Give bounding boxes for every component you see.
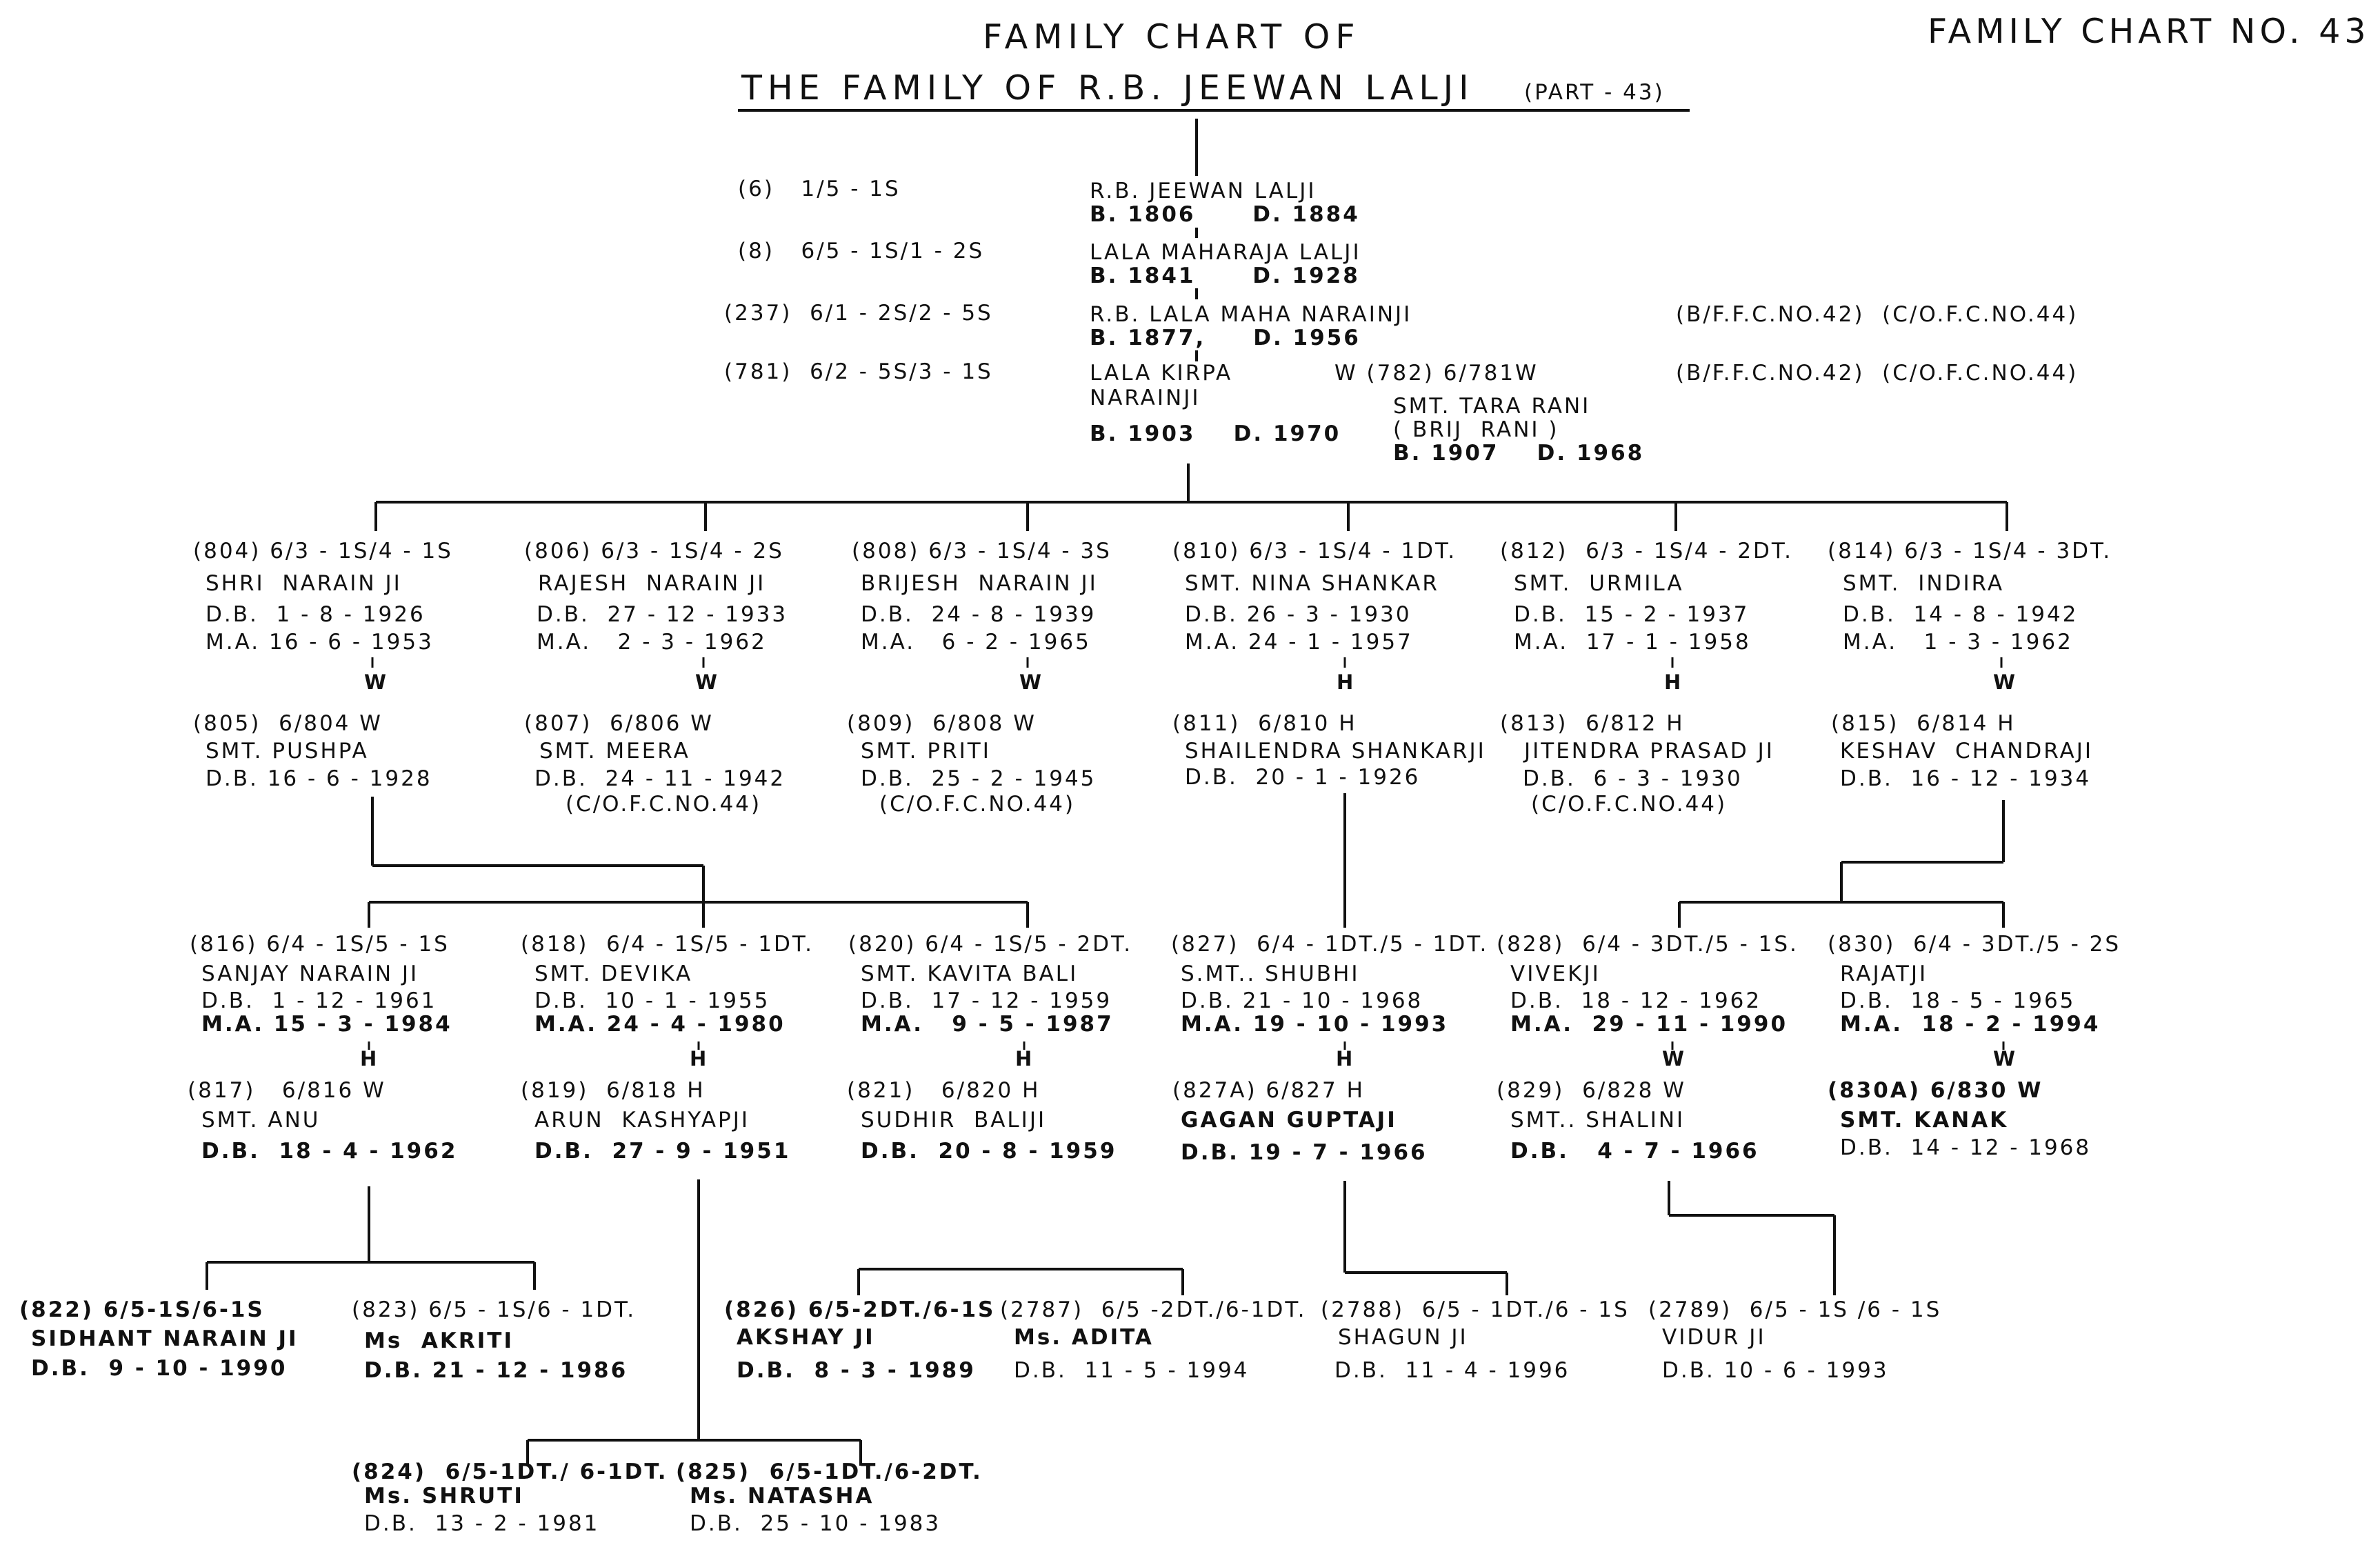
spouse-code: (815) 6/814 H (1831, 711, 2016, 736)
gen4-birth: D.B. 26 - 3 - 1930 (1185, 602, 1412, 627)
ancestor-dates: B. 1806 D. 1884 (1090, 202, 1360, 227)
spouse-birth: D.B. 24 - 11 - 1942 (534, 766, 786, 791)
chart-part-label: (PART - 43) (1524, 80, 1665, 105)
spouse-name: SMT. MEERA (539, 739, 690, 764)
gen5-marriage: M.A. 24 - 4 - 1980 (534, 1012, 786, 1037)
gen4-birth: D.B. 27 - 12 - 1933 (537, 602, 788, 627)
ancestor-name: LALA MAHARAJA LALJI (1090, 240, 1361, 265)
gen5-birth: D.B. 17 - 12 - 1959 (861, 988, 1112, 1013)
spouse-marker: W (1662, 1047, 1686, 1070)
ancestor-name-cont: NARAINJI (1090, 386, 1201, 410)
gen5-code: (816) 6/4 - 1S/5 - 1S (190, 932, 450, 957)
gen4-code: (808) 6/3 - 1S/4 - 3S (852, 539, 1112, 564)
gen6-code: (2787) 6/5 -2DT./6-1DT. (1000, 1297, 1307, 1322)
gen6-name: Ms. NATASHA (690, 1484, 874, 1508)
spouse-cross-reference: (C/O.F.C.NO.44) (566, 792, 762, 817)
gen6-birth: D.B. 9 - 10 - 1990 (31, 1356, 288, 1381)
gen5-name: RAJATJI (1840, 961, 1928, 986)
spouse-birth: D.B. 27 - 9 - 1951 (534, 1139, 791, 1164)
spouse-code: (811) 6/810 H (1172, 711, 1357, 736)
gen5-marriage: M.A. 15 - 3 - 1984 (201, 1012, 452, 1037)
gen4-name: SMT. URMILA (1514, 571, 1684, 596)
spouse-birth: D.B. 4 - 7 - 1966 (1510, 1139, 1759, 1164)
ancestor-code: (6) 1/5 - 1S (738, 177, 901, 201)
gen6-birth: D.B. 11 - 5 - 1994 (1014, 1358, 1250, 1383)
gen5-code: (830) 6/4 - 3DT./5 - 2S (1828, 932, 2121, 957)
spouse-birth: D.B. 16 - 6 - 1928 (206, 766, 432, 791)
gen6-birth: D.B. 21 - 12 - 1986 (364, 1358, 628, 1383)
gen4-marriage: M.A. 17 - 1 - 1958 (1514, 630, 1751, 655)
spouse-code: (827A) 6/827 H (1172, 1078, 1365, 1103)
spouse-marker: W (364, 670, 388, 694)
spouse-birth: D.B. 25 - 2 - 1945 (861, 766, 1097, 791)
spouse-code: (807) 6/806 W (524, 711, 714, 736)
gen6-birth: D.B. 25 - 10 - 1983 (690, 1511, 941, 1536)
spouse-birth: D.B. 6 - 3 - 1930 (1523, 766, 1743, 791)
spouse-birth: D.B. 19 - 7 - 1966 (1181, 1140, 1428, 1165)
gen5-birth: D.B. 21 - 10 - 1968 (1181, 988, 1423, 1013)
spouse-name: SMT. PRITI (861, 739, 991, 764)
gen4-birth: D.B. 24 - 8 - 1939 (861, 602, 1097, 627)
gen4-marriage: M.A. 6 - 2 - 1965 (861, 630, 1091, 655)
gen6-name: SIDHANT NARAIN JI (31, 1326, 299, 1351)
gen5-birth: D.B. 10 - 1 - 1955 (534, 988, 770, 1013)
chart-title-line1: FAMILY CHART OF (983, 17, 1361, 57)
gen6-code: (2788) 6/5 - 1DT./6 - 1S (1321, 1297, 1630, 1322)
cross-reference: (B/F.F.C.NO.42) (C/O.F.C.NO.44) (1676, 361, 2079, 386)
spouse-marker: W (1019, 670, 1043, 694)
ancestor-code: (237) 6/1 - 2S/2 - 5S (724, 301, 993, 326)
spouse-name: ARUN KASHYAPJI (534, 1108, 750, 1133)
gen4-code: (804) 6/3 - 1S/4 - 1S (193, 539, 453, 564)
gen5-code: (827) 6/4 - 1DT./5 - 1DT. (1171, 932, 1489, 957)
ancestor-code: (8) 6/5 - 1S/1 - 2S (738, 239, 985, 263)
spouse-name: SMT. KANAK (1840, 1108, 2009, 1133)
spouse-marker: W (1993, 670, 2017, 694)
gen6-birth: D.B. 10 - 6 - 1993 (1662, 1358, 1889, 1383)
gen5-marriage: M.A. 29 - 11 - 1990 (1510, 1012, 1788, 1037)
gen5-name: SANJAY NARAIN JI (201, 961, 419, 986)
spouse-cross-reference: (C/O.F.C.NO.44) (879, 792, 1076, 817)
spouse-code: (819) 6/818 H (521, 1078, 706, 1103)
spouse-birth: D.B. 16 - 12 - 1934 (1840, 766, 2092, 791)
gen6-name: AKSHAY JI (737, 1325, 875, 1350)
spouse-marker: H (1664, 670, 1683, 694)
spouse-code: (813) 6/812 H (1500, 711, 1685, 736)
ancestor-code: (781) 6/2 - 5S/3 - 1S (724, 359, 993, 384)
chart-title-line2: THE FAMILY OF R.B. JEEWAN LALJI (741, 68, 1474, 108)
gen4-code: (810) 6/3 - 1S/4 - 1DT. (1172, 539, 1457, 564)
gen4-name: SHRI NARAIN JI (206, 571, 402, 596)
gen6-name: Ms. SHRUTI (364, 1484, 524, 1508)
gen4-birth: D.B. 15 - 2 - 1937 (1514, 602, 1750, 627)
gen5-name: SMT. KAVITA BALI (861, 961, 1079, 986)
spouse-code: (805) 6/804 W (193, 711, 383, 736)
spouse-birth: D.B. 20 - 1 - 1926 (1185, 765, 1421, 790)
spouse-name: SMT. PUSHPA (206, 739, 369, 764)
gen6-name: VIDUR JI (1662, 1325, 1766, 1350)
gen4-marriage: M.A. 2 - 3 - 1962 (537, 630, 767, 655)
spouse-name: SUDHIR BALIJI (861, 1108, 1047, 1133)
ancestor-name: R.B. LALA MAHA NARAINJI (1090, 302, 1412, 327)
gen6-name: Ms. ADITA (1014, 1325, 1154, 1350)
gen5-code: (828) 6/4 - 3DT./5 - 1S. (1497, 932, 1799, 957)
gen5-name: SMT. DEVIKA (534, 961, 693, 986)
gen5-code: (818) 6/4 - 1S/5 - 1DT. (521, 932, 814, 957)
gen6-code: (823) 6/5 - 1S/6 - 1DT. (352, 1297, 637, 1322)
spouse-name: SHAILENDRA SHANKARJI (1185, 739, 1486, 764)
spouse-marker: H (360, 1047, 379, 1070)
spouse-name: GAGAN GUPTAJI (1181, 1108, 1397, 1133)
spouse-birth: D.B. 14 - 12 - 1968 (1840, 1135, 2092, 1160)
spouse-code: (809) 6/808 W (847, 711, 1037, 736)
gen6-birth: D.B. 13 - 2 - 1981 (364, 1511, 600, 1536)
gen5-marriage: M.A. 9 - 5 - 1987 (861, 1012, 1114, 1037)
spouse-name: JITENDRA PRASAD JI (1524, 739, 1774, 764)
gen6-birth: D.B. 8 - 3 - 1989 (737, 1358, 976, 1383)
gen4-marriage: M.A. 1 - 3 - 1962 (1843, 630, 2073, 655)
gen4-code: (814) 6/3 - 1S/4 - 3DT. (1828, 539, 2112, 564)
spouse-cross-reference: (C/O.F.C.NO.44) (1531, 792, 1728, 817)
gen5-birth: D.B. 1 - 12 - 1961 (201, 988, 437, 1013)
gen4-name: BRIJESH NARAIN JI (861, 571, 1098, 596)
gen6-code: (2789) 6/5 - 1S /6 - 1S (1648, 1297, 1942, 1322)
gen4-name: SMT. NINA SHANKAR (1185, 571, 1439, 596)
spouse-marker: W (695, 670, 719, 694)
spouse-code: (829) 6/828 W (1497, 1078, 1686, 1103)
spouse-code: (830A) 6/830 W (1828, 1078, 2043, 1103)
spouse-name: KESHAV CHANDRAJI (1840, 739, 2094, 764)
gen5-name: S.MT.. SHUBHI (1181, 961, 1360, 986)
spouse-code: (821) 6/820 H (847, 1078, 1041, 1103)
cross-reference: (B/F.F.C.NO.42) (C/O.F.C.NO.44) (1676, 302, 2079, 327)
spouse-name: SMT. ANU (201, 1108, 321, 1133)
gen5-birth: D.B. 18 - 5 - 1965 (1840, 988, 2076, 1013)
gen4-code: (812) 6/3 - 1S/4 - 2DT. (1500, 539, 1794, 564)
spouse-birth: D.B. 20 - 8 - 1959 (861, 1139, 1117, 1164)
ancestor-name: R.B. JEEWAN LALJI (1090, 179, 1317, 203)
gen4-birth: D.B. 1 - 8 - 1926 (206, 602, 426, 627)
gen5-marriage: M.A. 19 - 10 - 1993 (1181, 1012, 1449, 1037)
gen4-code: (806) 6/3 - 1S/4 - 2S (524, 539, 784, 564)
gen5-code: (820) 6/4 - 1S/5 - 2DT. (848, 932, 1133, 957)
gen6-code: (824) 6/5-1DT./ 6-1DT. (352, 1459, 668, 1484)
spouse-marker: W (1993, 1047, 2017, 1070)
gen6-code: (826) 6/5-2DT./6-1S (724, 1297, 996, 1322)
gen6-code: (825) 6/5-1DT./6-2DT. (676, 1459, 983, 1484)
gen5-name: VIVEKJI (1510, 961, 1601, 986)
gen4-marriage: M.A. 24 - 1 - 1957 (1185, 630, 1413, 655)
wife-dates: B. 1907 D. 1968 (1393, 441, 1645, 466)
ancestor-dates: B. 1877, D. 1956 (1090, 326, 1361, 350)
gen6-name: Ms AKRITI (364, 1328, 514, 1353)
gen4-birth: D.B. 14 - 8 - 1942 (1843, 602, 2079, 627)
spouse-code: (817) 6/816 W (188, 1078, 386, 1103)
spouse-marker: H (1337, 670, 1356, 694)
wife-code: W (782) 6/781W (1334, 361, 1539, 386)
wife-name: SMT. TARA RANI (1393, 394, 1591, 419)
chart-number: FAMILY CHART NO. 43 (1928, 12, 2370, 51)
gen6-birth: D.B. 11 - 4 - 1996 (1334, 1358, 1570, 1383)
spouse-birth: D.B. 18 - 4 - 1962 (201, 1139, 458, 1164)
gen5-birth: D.B. 18 - 12 - 1962 (1510, 988, 1762, 1013)
gen4-name: RAJESH NARAIN JI (538, 571, 766, 596)
spouse-name: SMT.. SHALINI (1510, 1108, 1686, 1133)
wife-alias: ( BRIJ RANI ) (1393, 417, 1559, 442)
gen6-code: (822) 6/5-1S/6-1S (19, 1297, 265, 1322)
spouse-marker: H (690, 1047, 709, 1070)
gen5-marriage: M.A. 18 - 2 - 1994 (1840, 1012, 2101, 1037)
ancestor-dates: B. 1903 D. 1970 (1090, 421, 1341, 446)
ancestor-name: LALA KIRPA (1090, 361, 1233, 386)
gen4-marriage: M.A. 16 - 6 - 1953 (206, 630, 434, 655)
gen6-name: SHAGUN JI (1338, 1325, 1468, 1350)
spouse-marker: H (1015, 1047, 1034, 1070)
gen4-name: SMT. INDIRA (1843, 571, 2005, 596)
ancestor-dates: B. 1841 D. 1928 (1090, 263, 1360, 288)
spouse-marker: H (1336, 1047, 1355, 1070)
